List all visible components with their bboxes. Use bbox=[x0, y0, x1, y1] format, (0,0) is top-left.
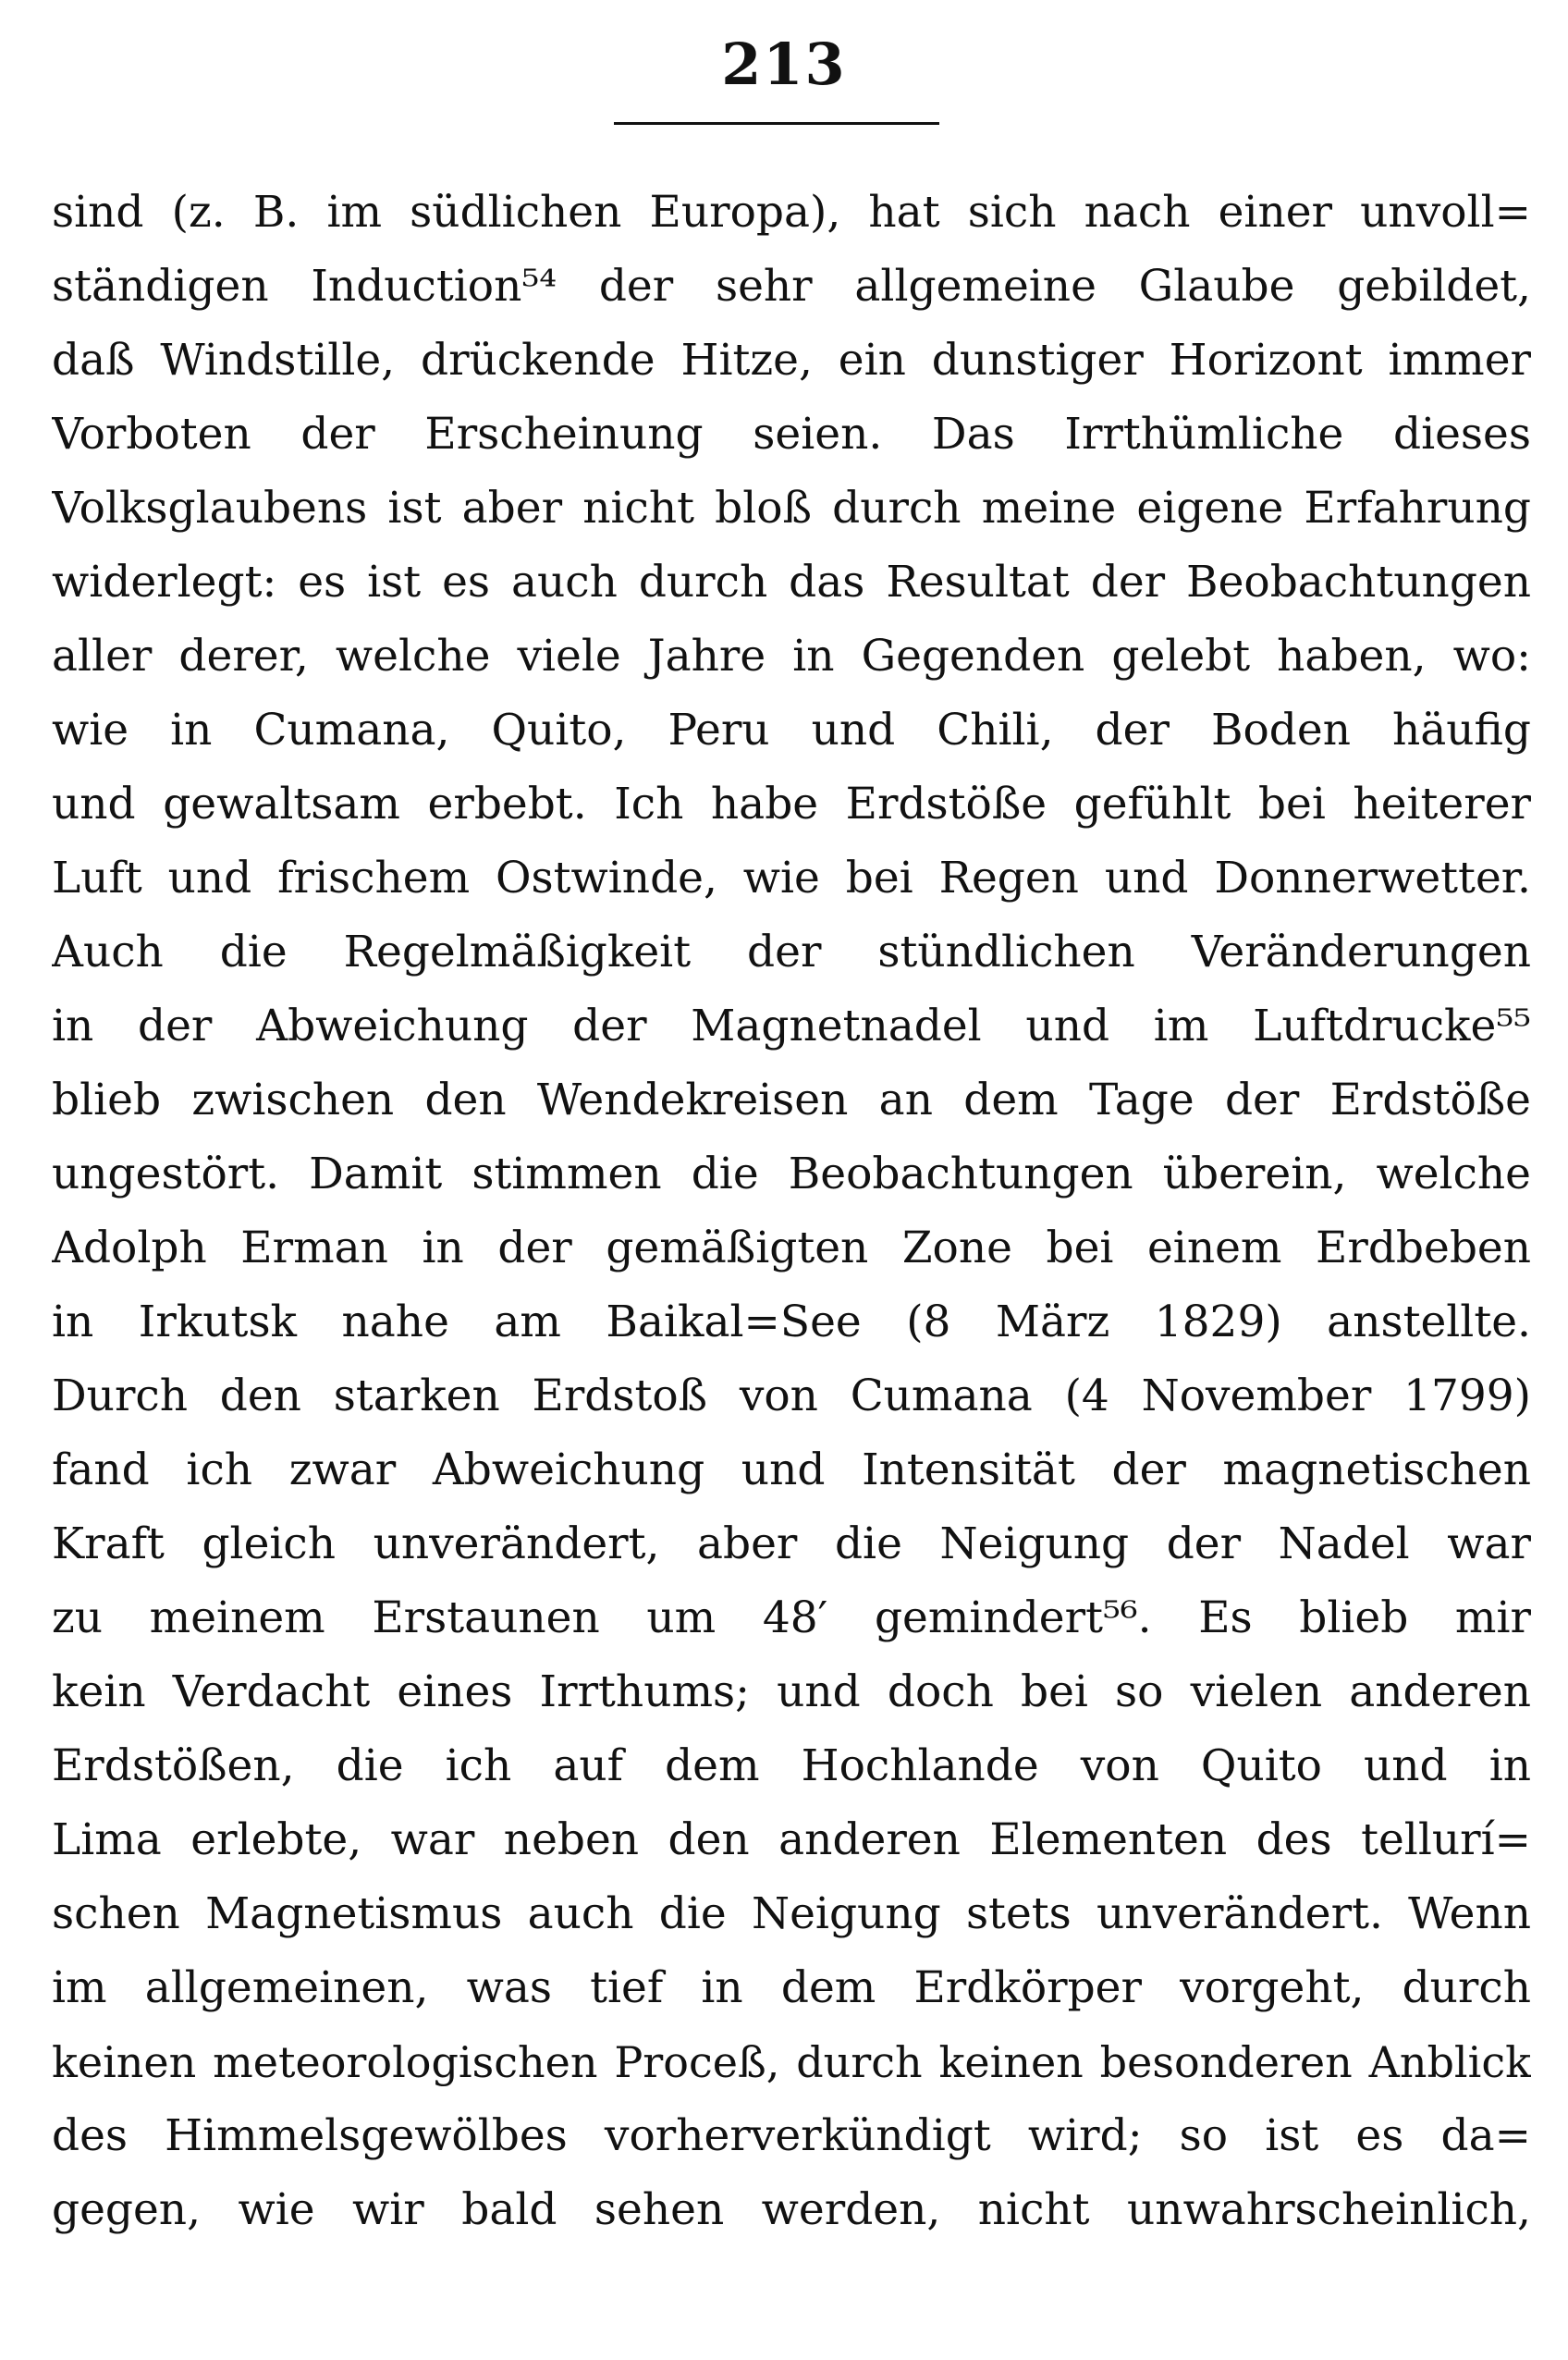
text-line: sind (z. B. im südlichen Europa), hat sich nach einer unvoll= bbox=[52, 187, 1531, 238]
text-line: Adolph Erman in der gemäßigten Zone bei einem Erdbeben bbox=[52, 1223, 1531, 1273]
text-line: zu meinem Erstaunen um 48′ gemindert⁵⁶. Es blieb mir bbox=[52, 1592, 1531, 1643]
text-line: des Himmelsgewölbes vorherverkündigt wird; so ist es da= bbox=[52, 2110, 1531, 2161]
text-line: Vorboten der Erscheinung seien. Das Irrthümliche dieses bbox=[52, 409, 1531, 460]
text-line: Volksglaubens ist aber nicht bloß durch meine eigene Erfahrung bbox=[52, 483, 1531, 534]
text-line: Durch den starken Erdstoß von Cumana (4 November 1799) bbox=[52, 1371, 1531, 1421]
text-line: ungestört. Damit stimmen die Beobachtungen überein, welche bbox=[52, 1149, 1531, 1199]
text-line: und gewaltsam erbebt. Ich habe Erdstöße gefühlt bei heiterer bbox=[52, 779, 1531, 830]
text-line: keinen meteorologischen Proceß, durch keinen besonderen Anblick bbox=[52, 2037, 1531, 2087]
text-line: gegen, wie wir bald sehen werden, nicht unwahrscheinlich, bbox=[52, 2184, 1531, 2235]
text-line: widerlegt: es ist es auch durch das Resultat der Beobachtungen bbox=[52, 557, 1531, 608]
text-line: ständigen Induction⁵⁴ der sehr allgemeine Glaube gebildet, bbox=[52, 261, 1531, 312]
text-line: Erdstößen, die ich auf dem Hochlande von Quito und in bbox=[52, 1740, 1531, 1791]
text-line: im allgemeinen, was tief in dem Erdkörper vorgeht, durch bbox=[52, 1962, 1531, 2013]
text-line: Luft und frischem Ostwinde, wie bei Regen und Donnerwetter. bbox=[52, 853, 1531, 903]
text-line: in der Abweichung der Magnetnadel und im Luftdrucke⁵⁵ bbox=[52, 1001, 1531, 1051]
text-line: Kraft gleich unverändert, aber die Neigung der Nadel war bbox=[52, 1518, 1531, 1569]
text-line: Lima erlebte, war neben den anderen Elementen des tellurí= bbox=[52, 1814, 1531, 1865]
text-line: in Irkutsk nahe am Baikal=See (8 März 1829) anstellte. bbox=[52, 1297, 1531, 1347]
body-text bbox=[52, 176, 1531, 2247]
page-number: 213 bbox=[721, 31, 847, 98]
header-rule bbox=[614, 122, 939, 125]
text-line: aller derer, welche viele Jahre in Gegenden gelebt haben, wo: bbox=[52, 631, 1531, 682]
text-line: fand ich zwar Abweichung und Intensität der magnetischen bbox=[52, 1444, 1531, 1495]
text-line: blieb zwischen den Wendekreisen an dem Tage der Erdstöße bbox=[52, 1075, 1531, 1125]
text-line: daß Windstille, drückende Hitze, ein dunstiger Horizont immer bbox=[52, 335, 1531, 386]
text-line: Auch die Regelmäßigkeit der stündlichen Veränderungen bbox=[52, 927, 1531, 977]
text-line: kein Verdacht eines Irrthums; und doch bei so vielen anderen bbox=[52, 1666, 1531, 1717]
text-line: schen Magnetismus auch die Neigung stets unverändert. Wenn bbox=[52, 1888, 1531, 1939]
text-line: wie in Cumana, Quito, Peru und Chili, der Boden häufig bbox=[52, 705, 1531, 756]
